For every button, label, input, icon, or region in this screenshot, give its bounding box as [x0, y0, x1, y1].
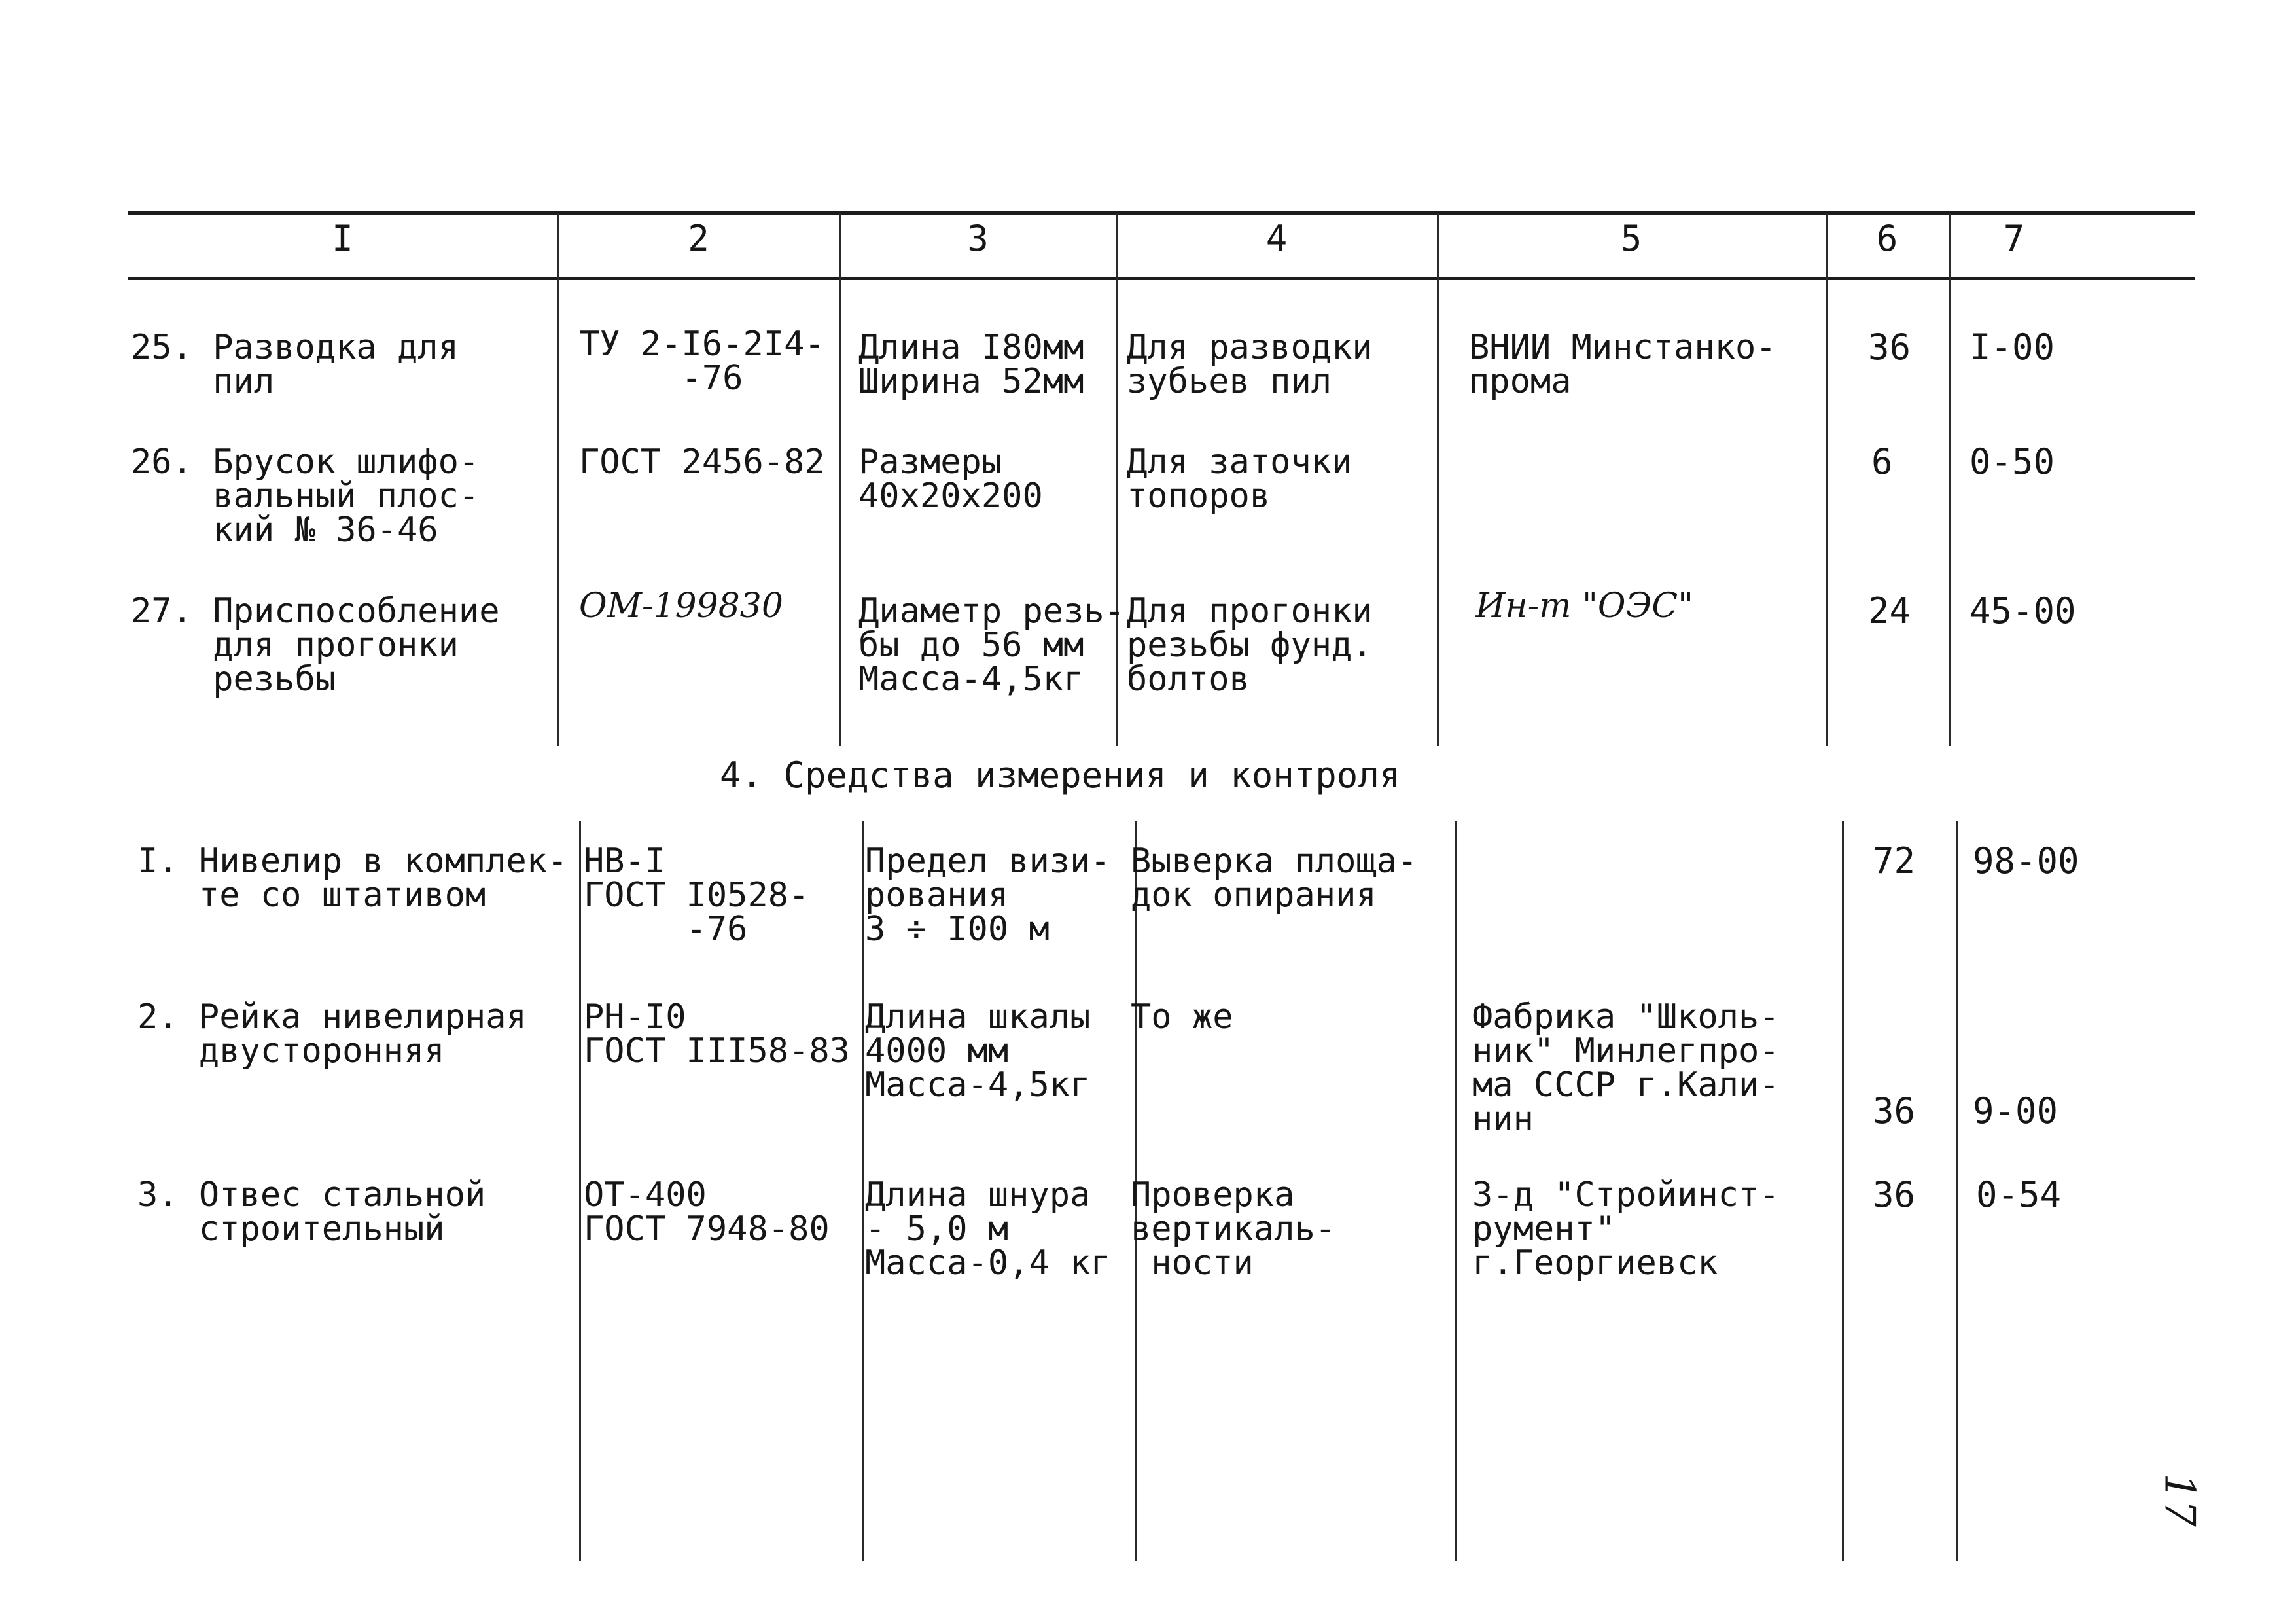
col-divider-1 [557, 213, 559, 746]
header-bottom-rule [128, 277, 2195, 280]
row-27-maker: Ин-т "ОЭС" [1475, 586, 1694, 626]
row-27-name: 27. Приспособление для прогонки резьбы [131, 592, 500, 699]
page-number: 17 [2155, 1473, 2204, 1527]
row-26-name: 26. Брусок шлифо- вальный плос- кий № 36-46 [131, 442, 480, 550]
row-26-price: 0-50 [1969, 441, 2055, 482]
row-27-qty: 24 [1868, 590, 1911, 632]
row-i-name: I. Нивелир в комплек- те со штативом [137, 842, 568, 915]
row-2-specs: Длина шкалы 4000 мм Масса-4,5кг [865, 997, 1091, 1105]
row-i-purpose: Выверка площа- док опирания [1131, 842, 1418, 915]
row-27-purpose: Для прогонки резьбы фунд. болтов [1127, 592, 1373, 699]
col-divider-1-lower [579, 821, 581, 1561]
row-2-name: 2. Рейка нивелирная двусторонняя [137, 997, 527, 1071]
row-3-purpose: Проверка вертикаль- ности [1131, 1175, 1336, 1283]
row-26-qty: 6 [1871, 441, 1893, 482]
row-2-price: 9-00 [1973, 1090, 2058, 1132]
header-col-2: 2 [688, 218, 709, 259]
row-25-qty: 36 [1868, 327, 1911, 368]
row-25-maker: ВНИИ Минстанко- прома [1469, 328, 1776, 401]
section-title: 4. Средства измерения и контроля [720, 755, 1401, 796]
header-col-4: 4 [1265, 218, 1288, 259]
row-i-price: 98-00 [1973, 840, 2079, 882]
row-i-standard: НВ-I ГОСТ I0528- -76 [584, 842, 809, 949]
row-26-standard: ГОСТ 2456-82 [579, 442, 825, 482]
row-25-specs: Длина I80мм Ширина 52мм [858, 328, 1084, 401]
header-col-3: 3 [967, 218, 989, 259]
col-divider-4-lower [1455, 821, 1457, 1561]
header-col-1: I [332, 218, 353, 259]
row-2-maker: Фабрика "Школь- ник" Минлегпро- ма СССР г.Кали- нин [1472, 997, 1780, 1139]
col-divider-5-lower [1842, 821, 1844, 1561]
top-rule [128, 211, 2195, 215]
row-3-name: 3. Отвес стальной строительный [137, 1175, 486, 1249]
row-27-specs: Диаметр резь- бы до 56 мм Масса-4,5кг [858, 592, 1125, 699]
col-divider-6-lower [1956, 821, 1958, 1561]
row-i-specs: Предел визи- рования 3 ÷ I00 м [865, 842, 1111, 949]
row-3-maker: З-д "Стройинст- румент" г.Георгиевск [1472, 1175, 1780, 1283]
header-col-5: 5 [1620, 218, 1642, 259]
row-25-purpose: Для разводки зубьев пил [1127, 328, 1373, 401]
col-divider-4 [1437, 213, 1439, 746]
row-27-price: 45-00 [1969, 590, 2076, 632]
row-i-qty: 72 [1873, 840, 1916, 882]
col-divider-6 [1949, 213, 1951, 746]
row-2-standard: РН-I0 ГОСТ III58-83 [584, 997, 850, 1071]
row-25-price: I-00 [1969, 327, 2055, 368]
row-3-standard: ОТ-400 ГОСТ 7948-80 [584, 1175, 830, 1249]
col-divider-2 [839, 213, 841, 746]
row-26-specs: Размеры 40х20х200 [858, 442, 1043, 516]
col-divider-2-lower [862, 821, 864, 1561]
row-3-specs: Длина шнура - 5,0 м Масса-0,4 кг [865, 1175, 1111, 1283]
row-26-purpose: Для заточки топоров [1127, 442, 1352, 516]
row-27-standard: ОМ-199830 [579, 586, 783, 626]
row-2-qty: 36 [1873, 1090, 1916, 1132]
row-25-standard: ТУ 2-I6-2I4- -76 [579, 325, 825, 398]
row-25-name: 25. Разводка для пил [131, 328, 459, 401]
row-3-price: 0-54 [1976, 1174, 2062, 1215]
row-2-purpose: То же [1131, 997, 1233, 1037]
header-col-7: 7 [2003, 218, 2025, 259]
row-3-qty: 36 [1873, 1174, 1916, 1215]
col-divider-5 [1826, 213, 1828, 746]
header-col-6: 6 [1876, 218, 1898, 259]
